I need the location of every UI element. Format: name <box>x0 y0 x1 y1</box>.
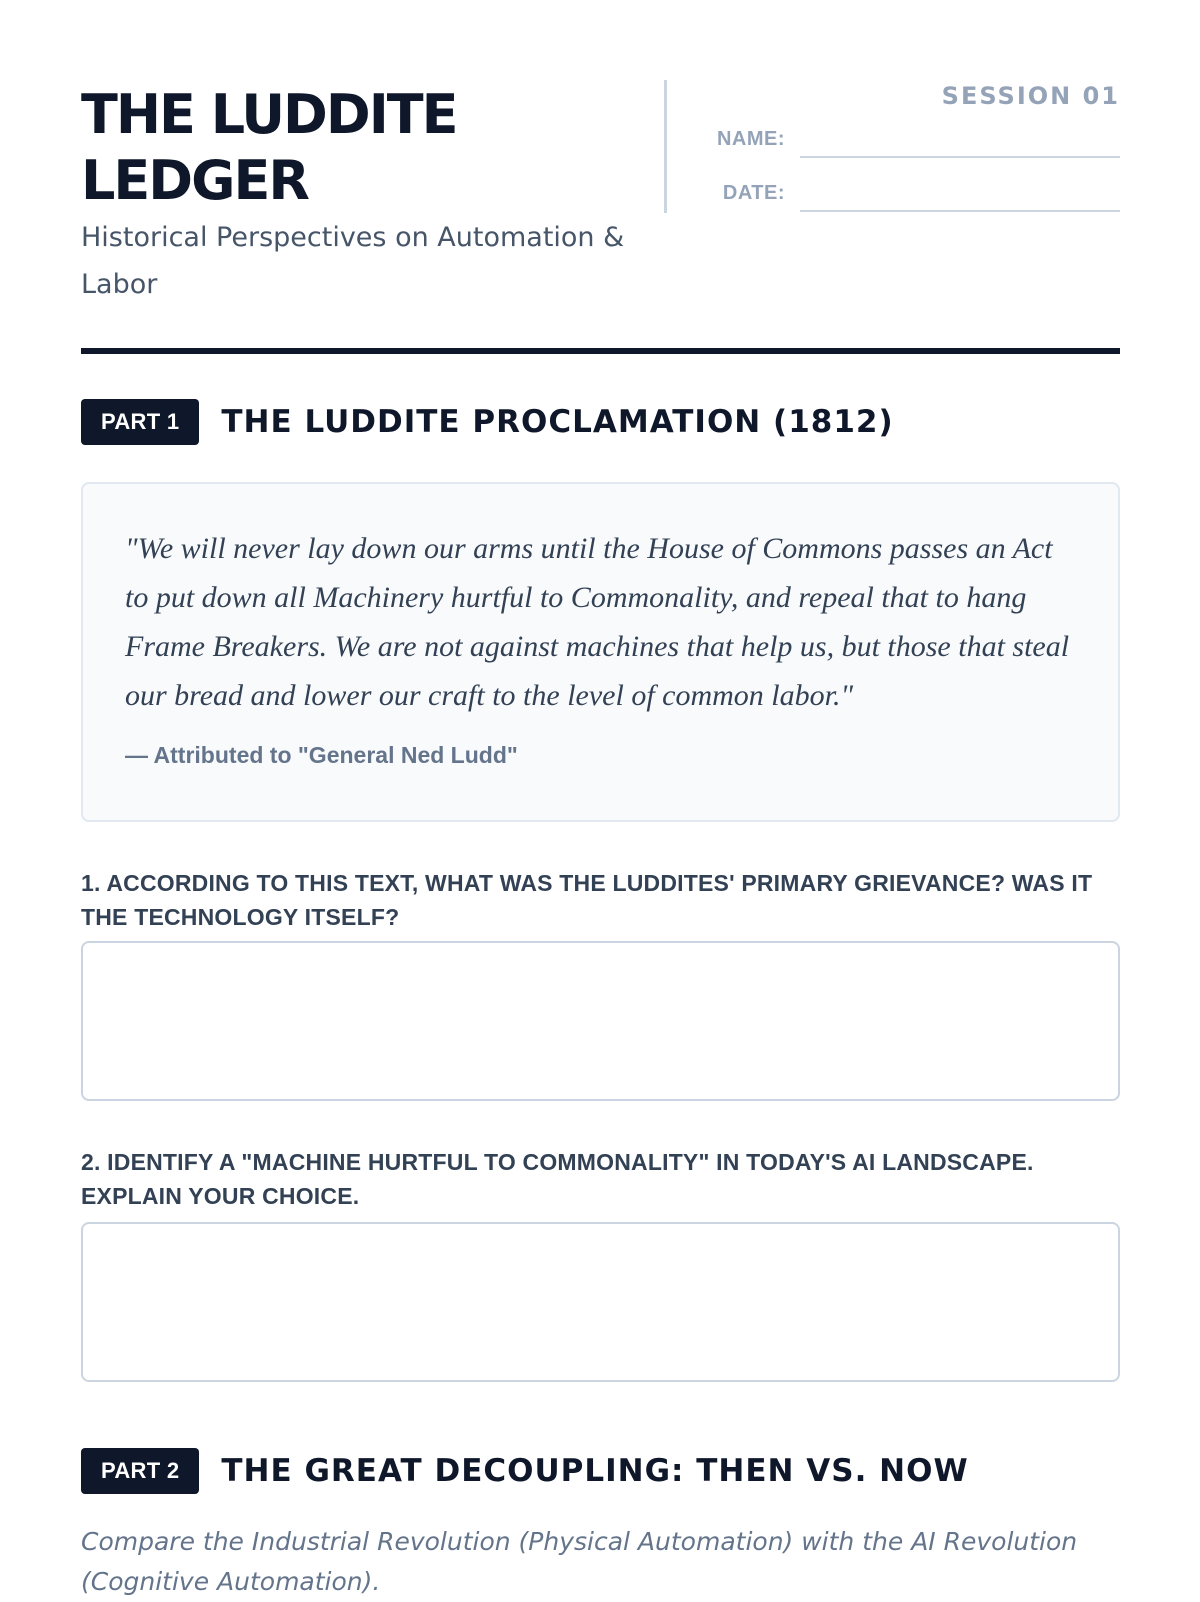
session-label: SESSION 01 <box>941 82 1120 110</box>
worksheet-title: THE LUDDITE LEDGER <box>81 83 457 212</box>
question-2: 2. IDENTIFY A "MACHINE HURTFUL TO COMMONALITY" IN TODAY'S AI LANDSCAPE. EXPLAIN YOUR CHOICE. <box>81 1149 1034 1209</box>
part1-badge: PART 1 <box>81 399 199 445</box>
part2-heading <box>81 1448 969 1494</box>
part2-title: THE GREAT DECOUPLING: THEN VS. NOW <box>221 1453 969 1489</box>
name-label: NAME: <box>716 128 785 150</box>
worksheet-page <box>81 0 1120 1596</box>
answer-1-box[interactable] <box>81 941 1120 1101</box>
question-1: 1. ACCORDING TO THIS TEXT, WHAT WAS THE LUDDITES' PRIMARY GRIEVANCE? WAS IT THE TECHNOLOGY ITSELF? <box>81 870 1093 930</box>
name-field-row <box>701 118 1120 158</box>
header-divider <box>664 80 667 213</box>
proclamation-quote-box <box>81 482 1120 822</box>
date-input[interactable] <box>800 172 1120 212</box>
proclamation-quote: "We will never lay down our arms until the House of Commons passes an Act to put down all Machinery hurtful to Commonality, and repeal that to hang Frame Breakers. We are not against machines that help us, but those that steal our bread and lower our craft to the level of common labor." <box>125 532 1070 712</box>
date-label: DATE: <box>722 182 785 204</box>
worksheet-subtitle: Historical Perspectives on Automation & Labor <box>81 222 625 300</box>
part1-title: THE LUDDITE PROCLAMATION (1812) <box>221 404 894 440</box>
header-rule <box>81 348 1120 354</box>
name-input[interactable] <box>800 118 1120 158</box>
part2-intro: Compare the Industrial Revolution (Physical Automation) with the AI Revolution (Cognitive Automation). <box>81 1527 1078 1596</box>
quote-attribution: — Attributed to "General Ned Ludd" <box>125 742 518 768</box>
part2-badge: PART 2 <box>81 1448 199 1494</box>
part1-heading <box>81 399 894 445</box>
date-field-row <box>701 172 1120 212</box>
answer-2-box[interactable] <box>81 1222 1120 1382</box>
worksheet-header <box>81 0 1120 355</box>
